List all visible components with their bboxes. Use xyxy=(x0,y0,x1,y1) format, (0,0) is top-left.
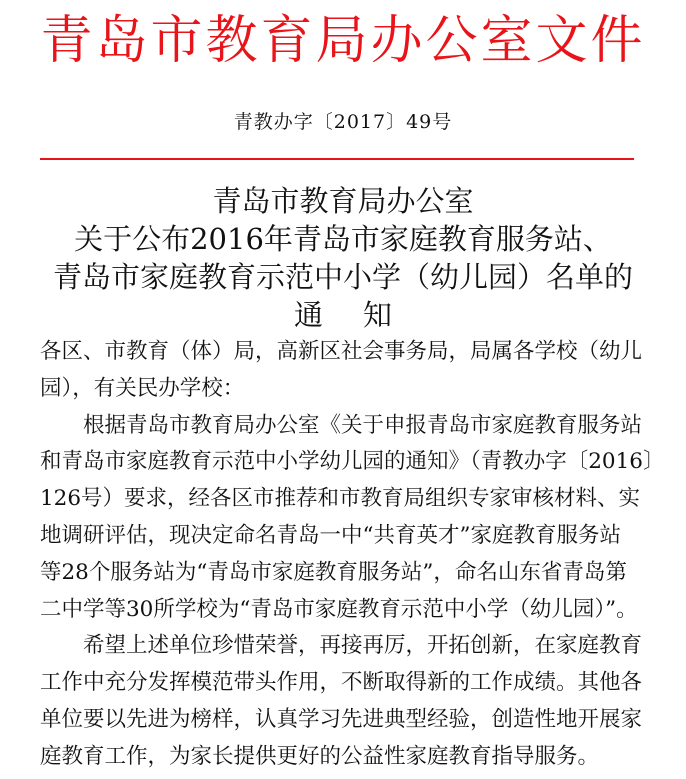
recipient-line-2: 园），有关民办学校： xyxy=(40,375,245,401)
paragraph-2-line-2: 工作中充分发挥模范带头作用，不断取得新的工作成绩。其他各 xyxy=(40,670,643,696)
red-divider-line xyxy=(40,158,634,160)
paragraph-1-line-2: 和青岛市家庭教育示范中小学幼儿园的通知》（青教办字〔2016〕 xyxy=(40,449,665,475)
document-header-title: 青岛市教育局办公室文件 xyxy=(40,11,646,71)
notice-title-line-4: 通知 xyxy=(293,298,432,332)
notice-title-line-2: 关于公布2016年青岛市家庭教育服务站、 xyxy=(74,222,612,256)
paragraph-2-line-1: 希望上述单位珍惜荣誉，再接再厉，开拓创新，在家庭教育 xyxy=(83,633,643,659)
paragraph-1-line-3: 126号）要求，经各区市推荐和市教育局组织专家审核材料、实 xyxy=(40,486,641,512)
recipient-line-1: 各区、市教育（体）局，高新区社会事务局，局属各学校（幼儿 xyxy=(40,339,643,364)
paragraph-1-line-1: 根据青岛市教育局办公室《关于申报青岛市家庭教育服务站 xyxy=(83,412,643,438)
paragraph-2-line-4: 庭教育工作，为家长提供更好的公益性家庭教育指导服务。 xyxy=(40,743,600,769)
paragraph-2-line-3: 单位要以先进为榜样，认真学习先进典型经验，创造性地开展家 xyxy=(40,706,643,732)
paragraph-1-line-6: 二中学等30所学校为“青岛市家庭教育示范中小学（幼儿园）”。 xyxy=(40,596,638,622)
notice-title xyxy=(0,182,686,334)
notice-title-line-3: 青岛市家庭教育示范中小学（幼儿园）名单的 xyxy=(52,260,633,294)
notice-title-line-1: 青岛市教育局办公室 xyxy=(212,184,474,218)
paragraph-1-line-5: 等28个服务站为“青岛市家庭教育服务站”，命名山东省青岛第 xyxy=(40,559,627,585)
document-body xyxy=(40,334,665,776)
paragraph-1-line-4: 地调研评估，现决定命名青岛一中“共育英才”家庭教育服务站 xyxy=(40,522,621,548)
document-number: 青教办字〔2017〕49号 xyxy=(233,111,453,133)
